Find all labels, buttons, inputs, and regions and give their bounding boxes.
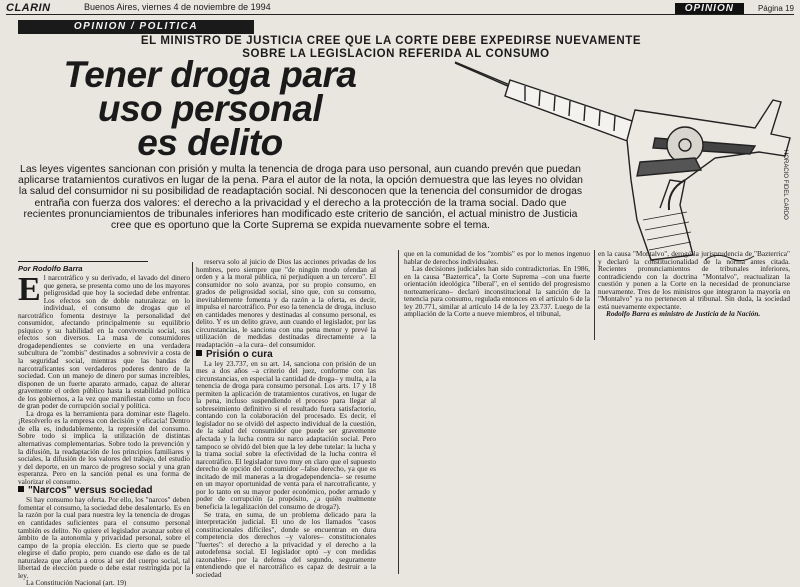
drop-cap: E xyxy=(18,271,41,308)
col3-paragraph-1: que en la comunidad de los "zombis" es por lo menos ingenuo hablar de derechos individuales. xyxy=(404,249,590,266)
lead-paragraph: Las leyes vigentes sancionan con prisión y multa la tenencia de droga para uso personal, aun cuando prevén que puedan aplicarse tratamientos curativos en lugar de la pena. Para el autor de la nota, la opción demuestra que las leyes no olvidan la salud del consumidor ni su posibilidad de readaptación social. Ni desconocen que la tenencia del consumidor de drogas entraña con fuerza dos valores: el derecho a la privacidad y el derecho a la protección de la trama social. Dado que recientes pronunciamientos de tribunales inferiores han modificado este criterio de sanción, el actual ministro de Justicia cree que es oportuno que la Corte Suprema se expida nuevamente sobre el tema. xyxy=(18,164,583,232)
column-divider xyxy=(192,262,193,574)
column-1 xyxy=(18,271,190,587)
col3-paragraph-2: Las decisiones judiciales han sido contradictorias. En 1986, en la causa "Bazterrica", la Corte Suprema –con una fuerte orientación ideológica "liberal", en el sentido del progresismo norteamericano– declaró inconstitucional la sanción de la tenencia para consumo, regulada entonces en el artículo 6 de la ley 20.771, similar al artículo 14 de la ley 23.737. Luego de la ampliación de la Corte a nueve miembros, el tribunal, xyxy=(404,264,590,319)
square-bullet-icon xyxy=(196,350,202,356)
square-bullet-icon xyxy=(18,486,24,492)
section-label: OPINION / POLITICA xyxy=(18,20,254,34)
col2-paragraph-1: reserva solo al juicio de Dios las acciones privadas de los hombres, pero siempre que "de ningún modo ofendan al orden y a la moral pública, ni perjudiquen a un tercero". El consumidor no solo avanza, por su propio consumo, en grados de peligrosidad social, sino que, con su consumo, inevitablemente fomenta y da razón a la oferta, es decir, impulsa el narcotráfico. Por eso la tenencia de droga, incluso en cantidades menores y destinadas al consumo personal, es delito. Y es un delito grave, aun cuando el legislador, por las circunstancias, le sanciona con una pena menor y prevé la utilización de medidas destinadas directamente a la readaptación –a la cura– del consumidor. xyxy=(196,257,376,350)
column-divider xyxy=(398,250,399,574)
kicker-line-1: EL MINISTRO DE JUSTICIA CREE QUE LA CORTE DEBE EXPEDIRSE NUEVAMENTE xyxy=(140,35,642,47)
kicker-line-2: SOBRE LA LEGISLACION REFERIDA AL CONSUMO xyxy=(242,48,550,60)
headline xyxy=(10,54,410,163)
col2-subhead: Prisión o cura xyxy=(206,348,273,360)
col1-paragraph-1: l narcotráfico y su derivado, el lavado del dinero que genera, se presenta como uno de los mayores peligrosidad que hoy la sociedad debe enfrentar. Los efectos son de doble naturaleza: en lo individual, el consumo de drogas que el narcotráfico fomenta destruye la personalidad del consumidor, afectando principalmente su equilibrio psíquico y su habilidad en la convivencia social, sus efectos son diversos. La masa de consumidores drogadependientes se convierte en una verdadera subcultura de "zombis" destinados a sobrevivir a costa de la seguridad social, mientras que las bandas de narcotraficantes son verdaderos poderes dentro de la sociedad. Con un manejo de dinero por sumas increíbles, disponen de un fuerte aparato armado, capaz de alterar gravemente el orden público hasta la estabilidad política de los gobiernos, a la vez que manifiestan como un foco de gran poder de corrupción social y política. xyxy=(18,273,190,411)
headline-line-3: es delito xyxy=(137,122,283,163)
col1-paragraph-3: Si hay consumo hay oferta. Por ello, los "narcos" deben fomentar el consumo, la sociedad debe desalentarlo. Es en la razón por la cual para nuestra ley la tenencia de drogas en cantidades suficientes para el consumo personal también es delito. No quiere el legislador avanzar sobre el ámbito de la autonomía y privacidad personal, sobre el campo de la propia elección. Es cierto que se puede elegirse el daño propio, pero cuando ese daño es de tal naturaleza que afecta a otros al ser del cuerpo social, tal libertad de elección puede o debe estar restringida por la ley. xyxy=(18,495,190,580)
column-2 xyxy=(196,257,376,579)
col4-paragraph-1: en la causa "Montalvo", derogó la jurisprudencia de "Bazterrica" y declaró la constitucionalidad de la norma antes citada. Recientes pronunciamientos de tribunales inferiores, contradiciendo con la doctrina "Montalvo", reactualizan la cuestión y ponen a la Corte en la necesidad de pronunciarse nuevamente. Tres de los ministros que integraron la mayoría en "Montalvo" ya no pertenecen al tribunal. Sin duda, la sociedad está nuevamente expectante. xyxy=(598,249,790,311)
syringe-revolver-illustration xyxy=(455,30,795,270)
section-tag-group xyxy=(675,3,794,14)
dateline: Buenos Aires, viernes 4 de noviembre de 1994 xyxy=(84,2,271,12)
section-tag: OPINION xyxy=(675,3,744,14)
byline: Por Rodolfo Barra xyxy=(18,261,148,273)
masthead-bar xyxy=(6,2,794,15)
col2-paragraph-2: La ley 23.737, en su art. 14, sanciona con prisión de un mes a dos años –a criterio del juez, conforme con las circunstancias, en especial la cantidad de droga– y multa, a la tenencia de droga para consumo personal. Los arts. 17 y 18 permiten la aplicación de tratamientos curativos, en lugar de la pena, incluso suspendiendo el proceso para llegar al sobreseimiento definitivo si el resultado fuera satisfactorio, contando con la colaboración del procesado. Es decir, el legislador no se olvidó del aspecto individual de la cuestión, de la salud del consumidor que puede ser gravemente afectada y la lucha contra su narco adaptación social. Pero tampoco se olvidó del bien que la ley debe tutelar: la lucha y la trama social sobre la efectividad de la lucha contra el narcotráfico. El legislador tuvo muy en claro que el supuesto derecho de opción del consumidor –falso derecho, ya que es incitado de mil maneras a la drogadependencia– se resume en un mayor oportunidad de venta para el narcotraficante, y por lo tanto en su mayor poder económico, poder armado y poder de corrupción (a propósito, ¿a quién realmente beneficia la legalización del consumo de droga?). xyxy=(196,358,376,511)
col1-paragraph-4: La Constitución Nacional (art. 19) xyxy=(26,578,127,587)
artist-credit: HORACIO FIDEL CARDO xyxy=(782,150,788,220)
col1-subhead: "Narcos" versus sociedad xyxy=(28,485,153,497)
col2-paragraph-3: Se trata, en suma, de un problema delicado para la interpretación judicial. El uno de los llamados "casos constitucionales difíciles", donde se encuentran en dura competencia dos derechos –y valores– constitucionales "fuertes": el derecho a la privacidad y el derecho a la autodefensa social. El legislador optó –y con medidas razonables– por la defensa del segundo, seguramente entendiendo que el narcotráfico es capaz de destruir a la sociedad xyxy=(196,509,376,579)
col1-paragraph-2: La droga es la herramienta para dominar este flagelo. ¡Resolverlo es la empresa con decisión y eficacia! Dentro de ella es, indudablemente, la represión del consumo. Sobre todo si implica la utilización de distintas alternativas complementarias. Sobre todo la prevención y la difusión, la readaptación de los principios familiares y sociales, la difusión de los valores del trabajo, del estudio y del deporte, en un marco de progreso social y una gran esperanza. Pero en la sanción penal es una forma de valorizar el consumo. xyxy=(18,408,190,486)
column-3 xyxy=(404,250,590,330)
column-divider xyxy=(594,250,595,340)
column-4 xyxy=(598,250,790,340)
author-signature: Rodolfo Barra es ministro de Justicia de la Nación. xyxy=(606,309,761,319)
headline-line-2: uso personal xyxy=(97,88,323,129)
page-number: Página 19 xyxy=(757,3,794,13)
headline-line-1: Tener droga para xyxy=(63,54,357,95)
paper-name: CLARIN xyxy=(6,2,51,14)
